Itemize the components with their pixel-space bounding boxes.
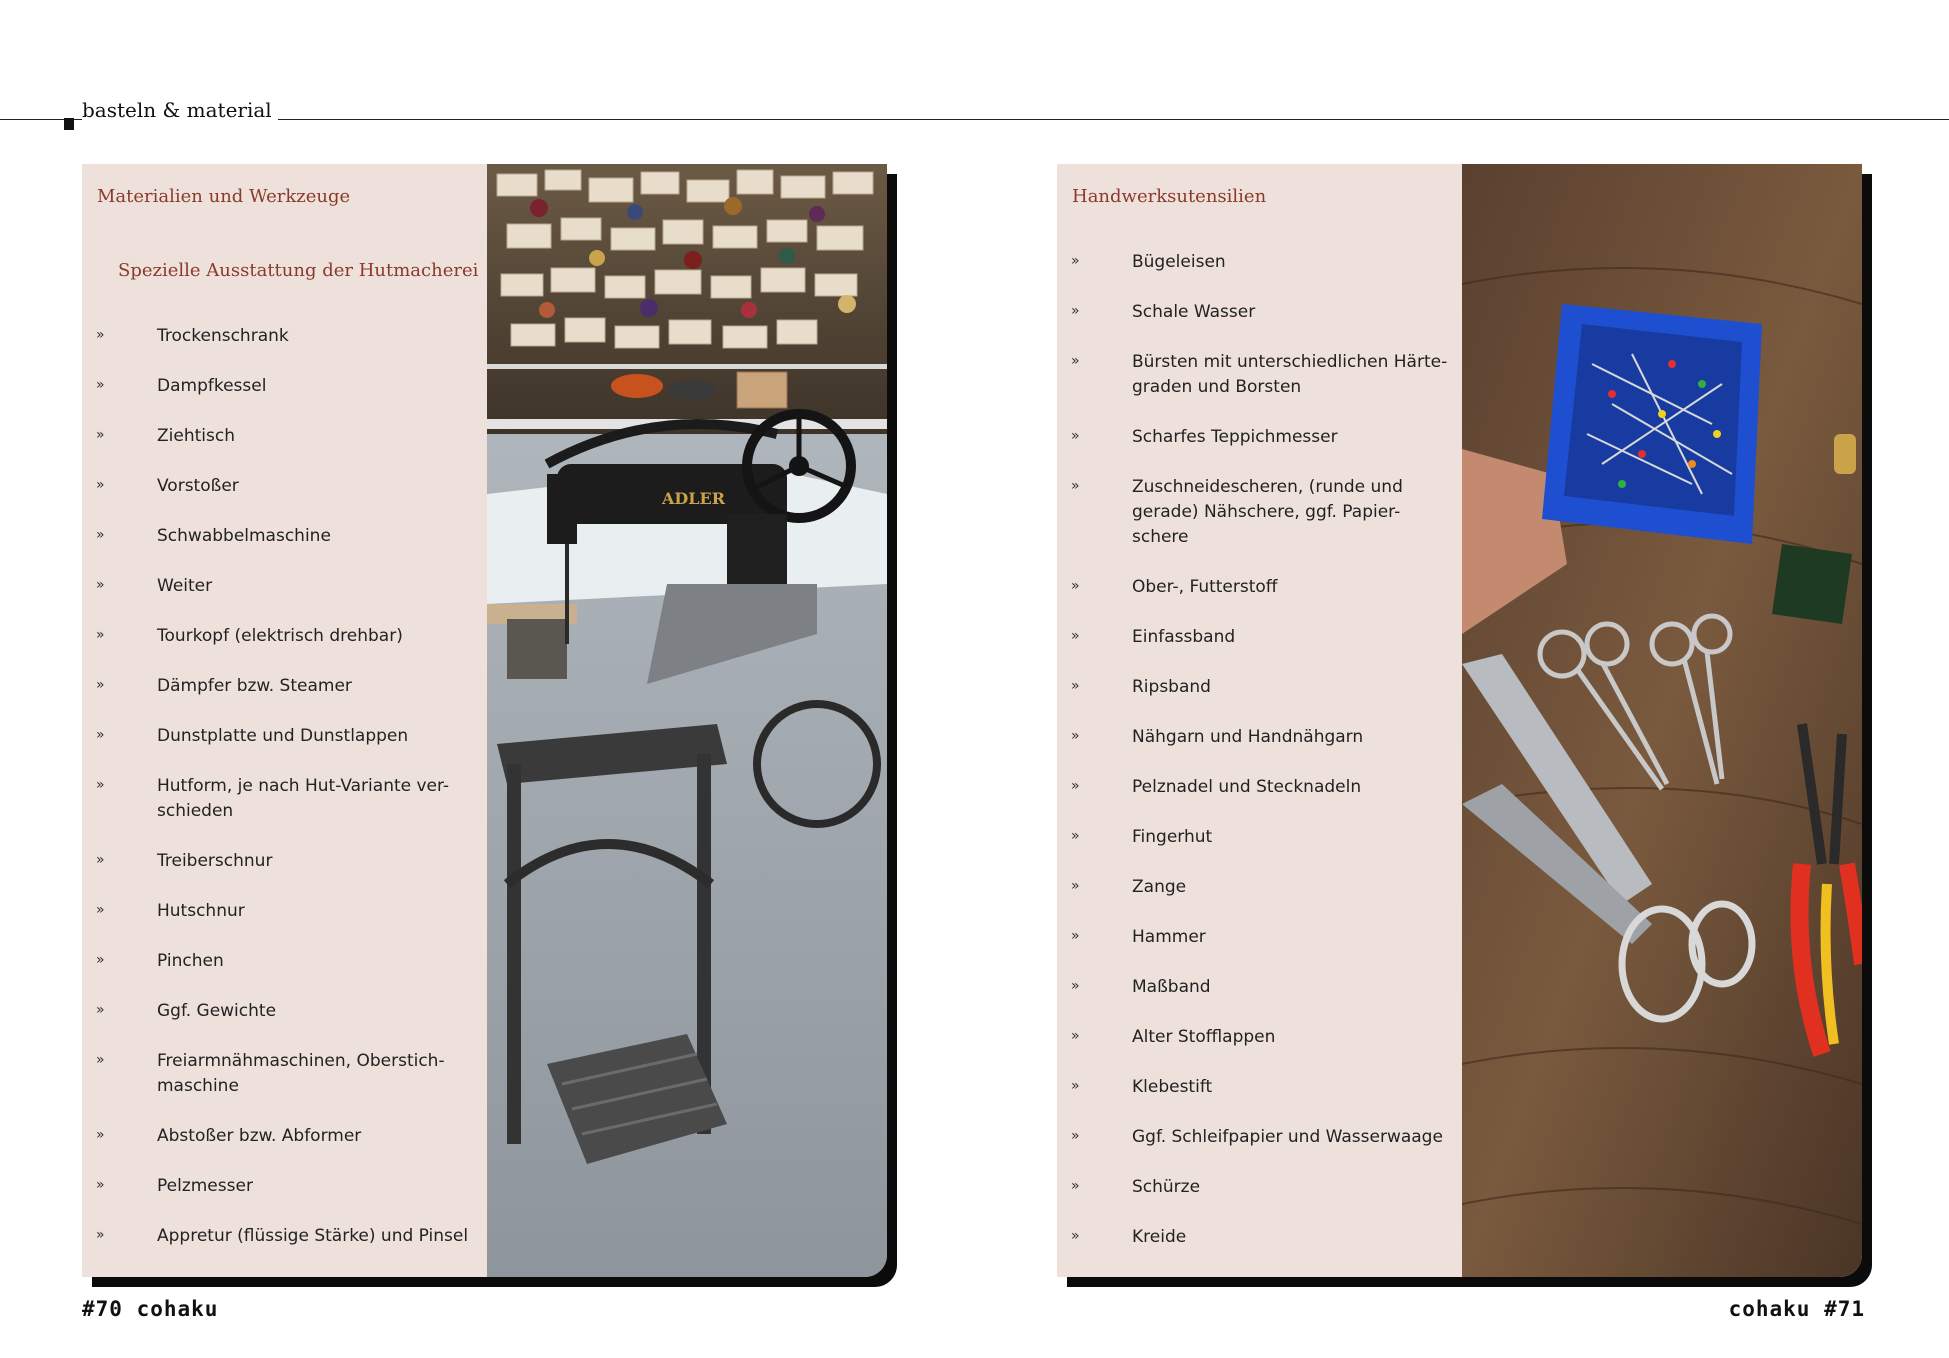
section-tag: basteln & material <box>82 98 278 122</box>
bullet: » <box>96 627 105 643</box>
list-item-text: Kreide <box>1132 1227 1187 1247</box>
list-item-text: Nähgarn und Handnähgarn <box>1132 727 1364 747</box>
bullet: » <box>96 1052 105 1068</box>
list-item-text: Hammer <box>1132 927 1206 947</box>
page-number-right: cohaku #71 <box>1728 1297 1865 1321</box>
bullet: » <box>96 477 105 493</box>
bullet: » <box>1071 253 1080 269</box>
bullet: » <box>1071 828 1080 844</box>
list-item-text: Zuschneidescheren, (runde und gerade) Nähschere, ggf. Papier-schere <box>1132 477 1403 547</box>
list-item-text: Klebestift <box>1132 1077 1213 1097</box>
bullet: » <box>1071 928 1080 944</box>
bullet: » <box>96 852 105 868</box>
list-item-text: Appretur (flüssige Stärke) und Pinsel <box>157 1226 469 1246</box>
bullet: » <box>96 1127 105 1143</box>
bullet: » <box>1071 1228 1080 1244</box>
list-item-text: Einfassband <box>1132 627 1236 647</box>
list-item-text: Dämpfer bzw. Steamer <box>157 676 352 696</box>
page-number-left: #70 cohaku <box>82 1297 219 1321</box>
bullet: » <box>1071 728 1080 744</box>
list-item-text: Tourkopf (elektrisch drehbar) <box>157 626 403 646</box>
list-item-text: Bügeleisen <box>1132 252 1226 272</box>
list-item-text: Zange <box>1132 877 1187 897</box>
bullet: » <box>1071 303 1080 319</box>
bullet: » <box>96 1227 105 1243</box>
list-item-text: Ggf. Schleifpapier und Wasserwaage <box>1132 1127 1443 1147</box>
bullet: » <box>1071 1028 1080 1044</box>
bullet: » <box>96 577 105 593</box>
panel-heading: Materialien und Werkzeuge <box>97 186 351 207</box>
list-item-text: Pelzmesser <box>157 1176 253 1196</box>
list-item-text: Dunstplatte und Dunstlappen <box>157 726 409 746</box>
list-item-text: Ripsband <box>1132 677 1211 697</box>
list-item-text: Abstoßer bzw. Abformer <box>157 1126 362 1146</box>
sewing-machine-photo <box>487 164 887 1277</box>
bullet: » <box>1071 1078 1080 1094</box>
list-item-text: Treiberschnur <box>157 851 273 871</box>
bullet: » <box>96 902 105 918</box>
bullet: » <box>1071 778 1080 794</box>
bullet: » <box>1071 1178 1080 1194</box>
list-item-text: Alter Stofflappen <box>1132 1027 1276 1047</box>
bullet: » <box>96 1177 105 1193</box>
bullet: » <box>96 427 105 443</box>
bullet: » <box>96 777 105 793</box>
bullet: » <box>96 677 105 693</box>
panel-subheading: Spezielle Ausstattung der Hutmacherei <box>118 260 479 281</box>
bullet: » <box>96 377 105 393</box>
list-item-text: Bürsten mit unterschiedlichen Härte-graden und Borsten <box>1132 352 1448 397</box>
bullet: » <box>1071 678 1080 694</box>
bullet: » <box>1071 628 1080 644</box>
bullet: » <box>1071 978 1080 994</box>
list-item-text: Ggf. Gewichte <box>157 1001 277 1021</box>
adler-label: ADLER <box>662 489 726 508</box>
list-item-text: Pelznadel und Stecknadeln <box>1132 777 1362 797</box>
bullet: » <box>96 952 105 968</box>
bullet: » <box>96 1002 105 1018</box>
list-item-text: Hutschnur <box>157 901 245 921</box>
bullet: » <box>1071 353 1080 369</box>
list-item-text: Scharfes Teppichmesser <box>1132 427 1338 447</box>
section-tag-mark <box>64 118 74 130</box>
tools-panel <box>1057 164 1862 1277</box>
list-item-text: Vorstoßer <box>157 476 239 496</box>
header-rule <box>0 119 1949 120</box>
bullet: » <box>1071 1128 1080 1144</box>
list-item-text: Schale Wasser <box>1132 302 1256 322</box>
panel-heading: Handwerksutensilien <box>1072 186 1267 207</box>
list-item-text: Hutform, je nach Hut-Variante ver-schieden <box>157 776 450 821</box>
materials-panel <box>82 164 887 1277</box>
bullet: » <box>1071 478 1080 494</box>
bullet: » <box>96 327 105 343</box>
list-item-text: Schwabbelmaschine <box>157 526 331 546</box>
list-item-text: Maßband <box>1132 977 1211 997</box>
list-item-text: Weiter <box>157 576 213 596</box>
tools-photo <box>1462 164 1862 1277</box>
list-item-text: Fingerhut <box>1132 827 1213 847</box>
bullet: » <box>1071 428 1080 444</box>
list-item-text: Dampfkessel <box>157 376 267 396</box>
bullet: » <box>96 727 105 743</box>
list-item-text: Ober-, Futterstoff <box>1132 577 1278 597</box>
bullet: » <box>1071 878 1080 894</box>
list-item-text: Ziehtisch <box>157 426 235 446</box>
panel-card <box>82 164 887 1277</box>
bullet: » <box>96 527 105 543</box>
panel-card <box>1057 164 1862 1277</box>
list-item-text: Pinchen <box>157 951 224 971</box>
bullet: » <box>1071 578 1080 594</box>
list-item-text: Freiarmnähmaschinen, Oberstich-maschine <box>157 1051 445 1096</box>
list-item-text: Trockenschrank <box>157 326 289 346</box>
list-item-text: Schürze <box>1132 1177 1201 1197</box>
